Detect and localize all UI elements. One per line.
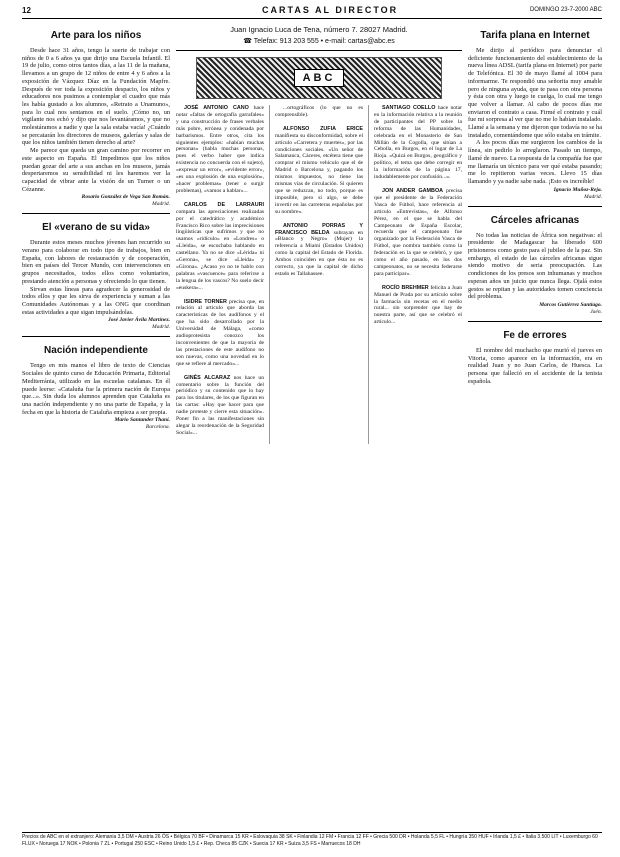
note-text: precisa que, en relación al artículo que aborda las características de los audífonos y el que ha sido desarrollado por la Universidad de Málaga, «como audioprotesista conozco los inconvenientes de que la mayoría de las prestaciones de este audífono no son nuevas, como una novedad en lo que se refiere al mercado»... — [176, 298, 264, 367]
letter — [22, 222, 170, 331]
note-author: JON ANDER GAMBOA — [382, 187, 444, 194]
letter-paragraph: El nombre del muchacho que murió el jueves en Vitoria, como aparece en la información, era en realidad Juan y no Juan Carlos, de Huesca. La persona que falleció en el accidente de la tenista española. — [468, 346, 602, 385]
letter-title: Fe de errores — [503, 329, 567, 341]
letter-signature: Mario Santander Thaní. — [114, 417, 170, 424]
letter-paragraph: No todas las noticias de África son negativas: el presidente de Madagascar ha liberado 600 prisioneros como gesto para el jubileo de la paz. Sin embargo, el estado de las cárceles africanas sigue siendo motivo de seria preocupación. Las condiciones de los presos son inhumanas y muchos esperan años un juicio que nunca llega. Ojalá estos gestos se repitan y las autoridades tomen conciencia del problema. — [468, 231, 602, 301]
note-paragraph — [275, 223, 363, 278]
letter-paragraph: Me dirijo al periódico para denunciar el deficiente funcionamiento del establecimiento de la nueva línea ADSL (tarifa plana en Internet) por parte de Telefónica. El 30 de mayo llamé al 1004 para informarme. Te respondió una señorita muy amable pero de ninguna ayuda, que te pasa con otra persona y ésta con otra y luego te cuelga, lo cual me tengo que volver a llamar. Al cabo de pocos días me enviaron el contrato a casa. Firmé el contrato y cuál fue mi sorpresa al ver que no me lo habían instalado. Llamé a la semana y me dijeron que todavía no se ha instalado, comentándome que sólo estaba en trámite. — [468, 47, 602, 139]
note-paragraph — [275, 126, 363, 216]
letter-signature: Ignacio Muñoz-Reja. — [553, 186, 602, 193]
letter-paragraph: Desde hace 31 años, tengo la suerte de trabajar con niños de 0 a 6 años ya que dirijo una Escuela Infantil. El 19 de julio, como otros tantos días, a las 11 de la mañana, llevamos a un grupo de 12 niños de entre 4 y 6 años a la exposición de Vázquez Díaz en la Fundación Mapfre. Después de ver toda la exposición despacio, los niños y educadores nos pusimos a contemplar el cuadro que más les había gustado a los alumnos, «Retrato a Unamuno», para lo cual nos sentamos en el suelo. ¡Cómo no, un vigilante nos echó y dijo que nos levantáramos, y que no molestáramos a nadie y que la sala estaba vacía! ¿Cuándo se percatarán los directores de museos, galerías y salas de que los niños también tienen derecho al arte? — [22, 47, 170, 147]
page-number: 12 — [22, 6, 31, 15]
letter-paragraph: Sirvan estas líneas para agradecer la generosidad de todos ellos y que les sirva de experiencia y suman a las Comunidades Autónomas y a las ONG que coordinan estas actividades a que sigan impulsándolas. — [22, 285, 170, 316]
note-author: SANTIAGO COELLO — [382, 105, 436, 111]
note-author: JOSÉ ANTONIO CANO — [184, 105, 249, 111]
note-author: ROCÍO BREHMER — [382, 284, 429, 291]
note-text: precisa que el presidente de la Federación Vasca de Fútbol, hace referencia al artículo «Entrevistas», de Alfonso Pérez, en el que se habla del Campeonato de España Escolar, recuerda que el campeonato fue organizado por la Federación Vasca de Fútbol, que nombra también como la federación en la que se celebró, y que como el año pasado, en los dos campeonatos, no se necesita federarse para participar». — [374, 187, 462, 277]
column-rule — [368, 105, 369, 444]
note-text: hace notar en la información relativa a la reunión de participantes del PP sobre la reforma de las Humanidades, celebrada en el Monasterio de San Millán de la Cogolla, que sitúan a Cebolla, en Burgos, en el lugar de La Rioja. «Quizá en Burgos, geográfico y político, el tema que debe corregir en la información de la página 17, indudablemente por confusión...». — [374, 105, 462, 181]
editorial-address: Juan Ignacio Luca de Tena, número 7. 28027 Madrid. — [230, 25, 408, 34]
divider — [22, 336, 170, 337]
letter — [468, 215, 602, 316]
note-text: compara las apreciaciones realizadas por el catedrático y académico Francisco Rico sobre las imprecisiones lingüísticas que sufrimos y que no usamos «ridículo» en «Londres» o «Lleida», se escuchaba hablando en castellano. Ya no se dice «Lérida» ni «Gerona», se dice «Lleida» y «Girona». ¿Acaso yo no te hablo con palabras «vascuence» para referirse a la lengua de los vascos? No suelo decir «euskera»... — [176, 208, 264, 291]
note-author: CARLOS DE LARRAURI — [184, 201, 264, 208]
letter-location: Barcelona. — [145, 424, 170, 431]
letter — [468, 30, 602, 201]
divider — [468, 206, 602, 207]
letter-location: Madrid. — [152, 324, 170, 331]
note-paragraph — [374, 188, 462, 278]
letter-signature: José Javier Ávila Martínez. — [107, 317, 170, 324]
note-text: nos hace un comentario sobre la función del periódico y su contenido que lo hay para los titulares, de los que figuran en las cartas: «Hay que hacer para que nadie proteste y cierre esta situación». Poner fin a las manifestaciones sin alegar la reordenación de la Seguridad Social»... — [176, 374, 264, 436]
section-banner — [196, 57, 442, 99]
editorial-contact: ☎ Telefax: 913 203 555 • e-mail: cartas@abc.es — [176, 36, 462, 51]
note-paragraph — [176, 202, 264, 292]
letter-title: Nación independiente — [44, 345, 148, 357]
note-paragraph — [374, 285, 462, 326]
column-rule — [269, 105, 270, 444]
letter-signature: Marcos Gutiérrez Santiago. — [539, 301, 602, 308]
note-author: ALFONSO ZUFIA ERICE — [283, 125, 363, 132]
note-paragraph — [374, 105, 462, 181]
right-column — [468, 22, 602, 827]
note-text: manifiesta su disconformidad, sobre el artículo «Carretera y muertes», por las condiciones sociales. «Un señor de Salamanca, Cáceres, etcétera tiene que comprar el mismo vehículo que el de Madrid o Barcelona y, pagando los mismos impuestos, no tiene las mismas vías de circulación. Si quieren que se reduzcan, no todo, porque es imposible, pero sí algo, se debe invertir en las carreteras españolas por su nombre». — [275, 132, 363, 215]
note-author: GINÉS ALCARAZ — [184, 374, 231, 381]
middle-column — [176, 22, 462, 827]
note-paragraph — [176, 105, 264, 195]
footer-prices: Precios de ABC en el extranjero: Alemania 3,5 DM • Austria 26 ÖS • Bélgica 70 BF • Dinamarca 15 KR • Eslovaquia 38 SK • Finlandia 12 FM • Francia 12 FF • Grecia 500 DR • Holanda 5,5 FL • Hungría 350 HUF • Irlanda 1,5 £ • Italia 3.500 LIT • Luxemburgo 60 FLUX • Noruega 17 NOK • Polonia 7 ZL • Portugal 250 ESC • Reino Unido 1,5 £ • Rep. Checa 85 CZK • Suecia 17 KR • Suiza 3,5 FS • Marruecos 18 DH — [22, 832, 602, 848]
note-paragraph — [176, 375, 264, 437]
letter — [22, 30, 170, 208]
letter-paragraph: Durante estos meses muchos jóvenes han recurrido su verano para colaborar en todo tipo de trabajos, bien en España, con labores de restauración y de cooperación, bien en países del Tercer Mundo, con intervenciones en grupos necesitados, todos ellos como voluntarios, prestando atención a personas y ofreciendo lo que tienen. — [22, 239, 170, 285]
letter-location: Madrid. — [584, 193, 602, 200]
letter — [22, 345, 170, 431]
letter-location: Madrid. — [152, 201, 170, 208]
letter-paragraph: A los pocos días me surgieron los cambios de la línea, sin pedirlo lo arreglaron. Pasado un tiempo, llamé de nuevo. La respuesta de la compañía fue que me llamaría un técnico para ver qué estaba pasando; me lo repitieron varias veces. Llevo 15 días llamando y ya nadie sabe nada. ¡Esto es increíble! — [468, 139, 602, 185]
divider — [22, 213, 170, 214]
letter-title: El «verano de su vida» — [42, 222, 150, 234]
note-text: ...ortográficos (lo que no es comprensible). — [275, 105, 363, 118]
section-title: CARTAS AL DIRECTOR — [262, 5, 399, 15]
notes-column — [176, 105, 264, 444]
note-text: hace notar «faltas de ortografía garrafales» y una construcción de frases verbales más pobre, errónea y condenada por barbarismos. Entre otros, cita los siguientes ejemplos: «habían muchas personas» (habla muchas personas, pues el verbo haber que indica existencia no concuerda con el sujeto), «expresar un error», «evidente error», «es una explosión de una explosión», «hacer problemas» (tener o surgir problemas), «vamos a hablar»... — [176, 105, 264, 194]
letter — [468, 330, 602, 386]
note-author: ANTONIO PORRAS Y FRANCISCO BELDA — [275, 222, 363, 236]
note-text: felicita a Juan Manuel de Prada por su artículo sobre la farmacia sin recetas en el medio rural... sin sorprender que hay de nuestra parte, así que se celebró el artículo... — [374, 284, 462, 326]
notes-column — [374, 105, 462, 444]
page-header — [22, 6, 602, 19]
divider — [468, 321, 602, 322]
issue-date: DOMINGO 23-7-2000 ABC — [529, 7, 602, 13]
letter-title: Arte para los niños — [50, 30, 142, 41]
note-author: ISIDRE TORNER — [184, 298, 227, 305]
letter-paragraph: Me parece que queda un gran camino por recorrer en este aspecto en España. El Impedimos que los niños puedan gozar del arte a sus anchas en los museos, jamás despertaremos su sensibilidad ni les haremos ver la capacidad de vibrar ante la visión de un Turner o un Cézanne. — [22, 147, 170, 193]
letter-location: Jaén. — [590, 308, 602, 315]
letter-signature: Rosario González de Vega San Román. — [81, 194, 170, 201]
banner-logo: ABC — [294, 69, 345, 87]
letter-title: Cárceles africanas — [490, 214, 580, 226]
letter-title: Tarifa plana en Internet — [480, 30, 590, 41]
left-column — [22, 22, 170, 827]
note-paragraph — [275, 105, 363, 119]
note-paragraph — [176, 299, 264, 368]
note-text: subrayan en «Blanco y Negro» (Mujer) la referencia a Miami (Estados Unidos) como la capital del Estado de Florida. Ambos coinciden en que ésta no es correcto, ya que la capital de dicho estado es Tallahassee. — [275, 229, 364, 277]
notes-column — [275, 105, 363, 444]
letter-paragraph: Tengo en mis manos el libro de texto de Ciencias Sociales de quinto curso de Educación Primaria, Editorial Mediterránia, utilizado en las escuelas catalanas. En él puede leerse: «Cataluña fue la primera nación de Europa que...». Sin duda los alumnos aprenden que Cataluña es una nación independiente y no una parte de España, y la fecha en que la historia de Cataluña empieza a ser propia. — [22, 362, 170, 416]
